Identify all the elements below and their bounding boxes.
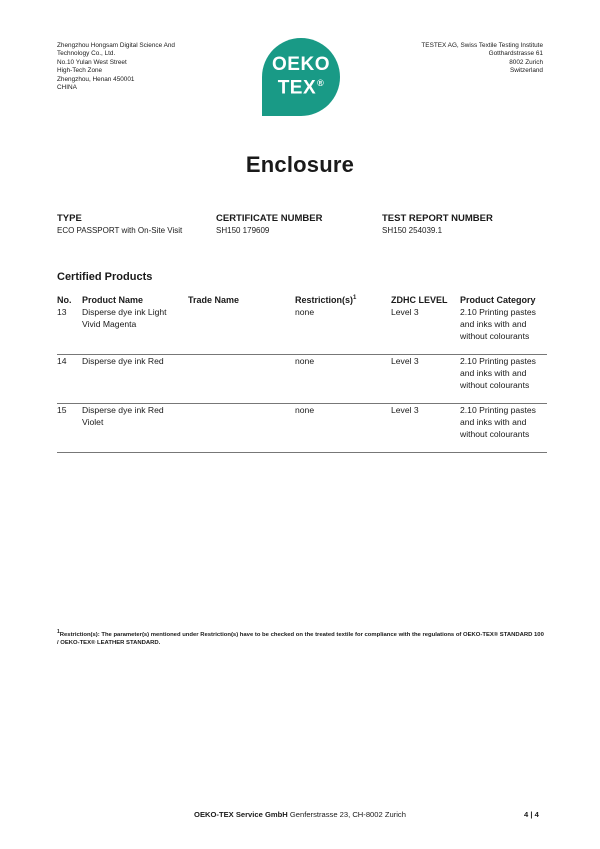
- address-line: High-Tech Zone: [57, 67, 103, 75]
- page-footer: [0, 810, 600, 819]
- address-line: TESTEX AG, Swiss Textile Testing Institute: [421, 42, 543, 49]
- cell-no: 14: [57, 356, 67, 366]
- footer-company: OEKO-TEX Service GmbH: [194, 810, 288, 819]
- col-trade: Trade Name: [188, 295, 240, 305]
- logo-line2: TEX®: [277, 77, 325, 99]
- cell-product: Disperse dye ink Red Violet: [82, 405, 164, 427]
- footnote: $^1$Restriction(s): The parameter(s) mentioned under Restriction(s) have to be checked on the treated textile for compliance with the regulations of OEKO-TEX® STANDARD 100 / OEKO-TEX® LEATHER STANDARD.: [57, 629, 544, 646]
- type-value: ECO PASSPORT with On-Site Visit: [57, 226, 183, 235]
- col-product: Product Name: [82, 295, 144, 305]
- cell-zdhc: Level 3: [391, 307, 419, 317]
- cell-category: 2.10 Printing pastes and inks with and without colourants: [460, 356, 536, 390]
- cell-category: 2.10 Printing pastes and inks with and without colourants: [460, 405, 536, 439]
- cert-value: SH150 179609: [216, 226, 270, 235]
- address-line: CHINA: [57, 84, 77, 92]
- col-category: Product Category: [460, 295, 536, 305]
- page-number: 4 | 4: [524, 810, 539, 819]
- institute-address: [421, 42, 543, 76]
- table-row: [57, 405, 547, 453]
- footer-address: Genferstrasse 23, CH-8002 Zurich: [289, 810, 406, 819]
- page-title: Enclosure: [245, 152, 355, 177]
- type-label: TYPE: [57, 213, 82, 224]
- col-zdhc: ZDHC LEVEL: [391, 295, 448, 305]
- address-line: Zhengzhou Hongsam Digital Science And: [57, 42, 175, 49]
- section-title: Certified Products: [57, 271, 153, 283]
- cell-restriction: none: [295, 307, 315, 317]
- cert-label: CERTIFICATE NUMBER: [216, 213, 323, 224]
- cell-zdhc: Level 3: [391, 405, 419, 415]
- col-no: No.: [57, 295, 72, 305]
- logo-line1: OEKO: [272, 54, 330, 76]
- address-line: Gotthardstrasse 61: [488, 50, 543, 58]
- cell-no: 13: [57, 307, 67, 317]
- table-row: [57, 307, 547, 355]
- address-line: 8002 Zurich: [509, 58, 543, 66]
- report-value: SH150 254039.1: [382, 226, 443, 235]
- cell-restriction: none: [295, 356, 315, 366]
- cell-zdhc: Level 3: [391, 356, 419, 366]
- cell-restriction: none: [295, 405, 315, 415]
- cell-product: Disperse dye ink Red: [82, 356, 164, 366]
- cell-category: 2.10 Printing pastes and inks with and without colourants: [460, 307, 536, 341]
- col-restriction: $Restriction(s)^1$: [295, 295, 357, 305]
- cell-no: 15: [57, 405, 67, 415]
- report-label: TEST REPORT NUMBER: [382, 213, 493, 224]
- address-line: Switzerland: [509, 67, 543, 75]
- address-line: Technology Co., Ltd.: [57, 50, 116, 58]
- address-line: No.10 Yulan West Street: [57, 58, 127, 66]
- cell-product: Disperse dye ink Light Vivid Magenta: [82, 307, 167, 329]
- oeko-tex-logo: [262, 38, 340, 116]
- issuer-address: [57, 42, 175, 92]
- table-row: [57, 356, 547, 404]
- address-line: Zhengzhou, Henan 450001: [57, 75, 135, 83]
